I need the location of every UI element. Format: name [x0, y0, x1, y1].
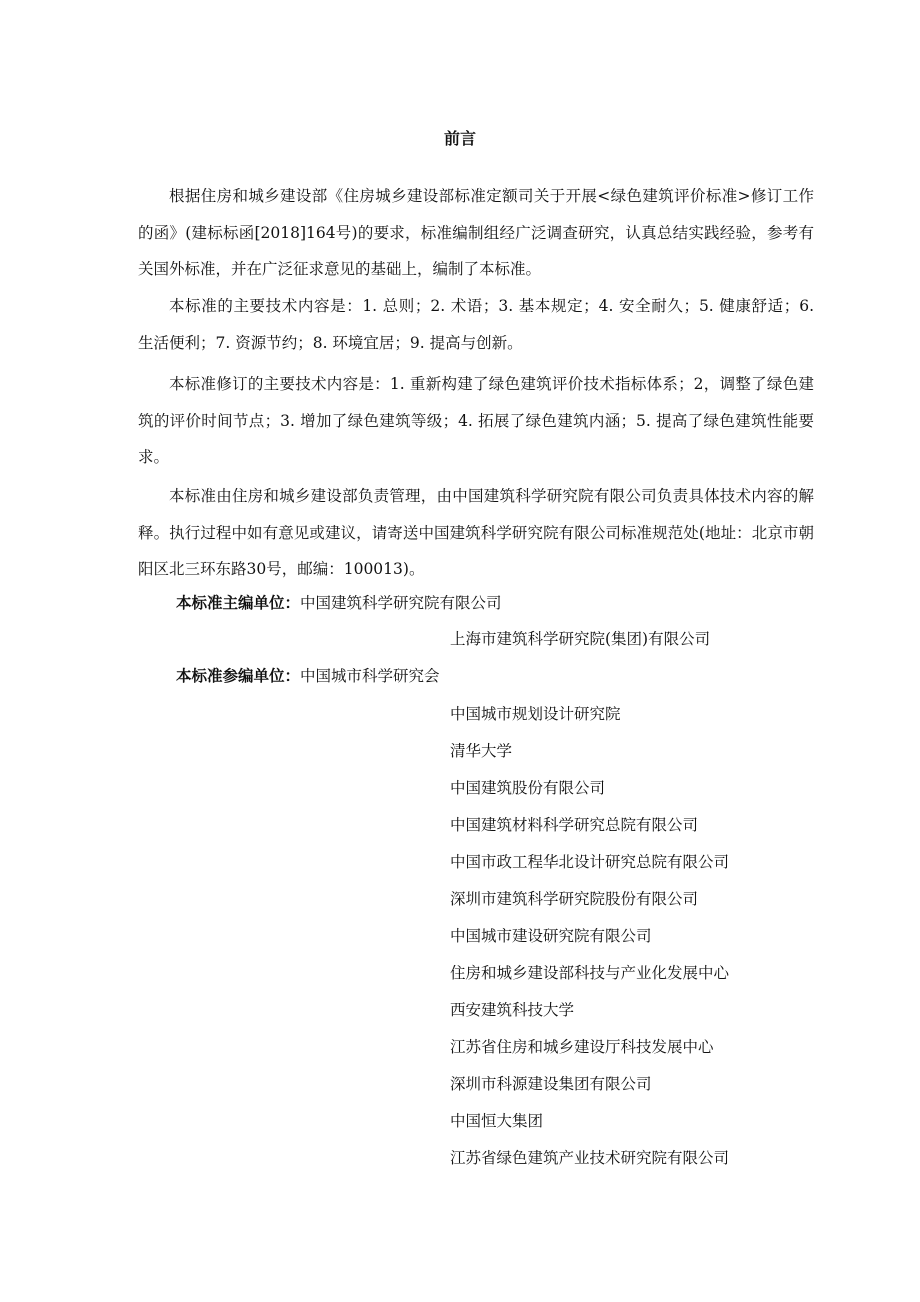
- participants-label: 本标准参编单位：: [176, 667, 301, 685]
- participants-row: [176, 658, 440, 694]
- chief-editor-row: [176, 585, 502, 621]
- paragraph-management: 本标准由住房和城乡建设部负责管理，由中国建筑科学研究院有限公司负责具体技术内容的解释。执行过程中如有意见或建议，请寄送中国建筑科学研究院有限公司标准规范处(地址：北京市朝阳区北三环东路30号，邮编：100013)。: [138, 487, 814, 578]
- participant-org: 深圳市科源建设集团有限公司: [450, 1075, 652, 1093]
- participant-org: 中国城市规划设计研究院: [450, 705, 621, 723]
- participant-org: 深圳市建筑科学研究院股份有限公司: [450, 890, 699, 908]
- participant-org: 西安建筑科技大学: [450, 1001, 575, 1019]
- paragraph-main-contents: 本标准的主要技术内容是：1. 总则；2. 术语；3. 基本规定；4. 安全耐久；5. 健康舒适；6. 生活便利；7. 资源节约；8. 环境宜居；9. 提高与创新。: [138, 297, 814, 352]
- participant-org: 清华大学: [450, 742, 513, 760]
- participant-org: 中国恒大集团: [450, 1112, 544, 1130]
- participant-org: 中国城市科学研究会: [300, 667, 440, 685]
- paragraph-background: 根据住房和城乡建设部《住房城乡建设部标准定额司关于开展<绿色建筑评价标准>修订工作的函》(建标标函[2018]164号)的要求，标准编制组经广泛调查研究，认真总结实践经验，参考有关国外标准，并在广泛征求意见的基础上，编制了本标准。: [138, 187, 814, 278]
- participant-org: 中国城市建设研究院有限公司: [450, 927, 652, 945]
- chief-editor-org: 中国建筑科学研究院有限公司: [300, 594, 502, 612]
- participant-org: 江苏省绿色建筑产业技术研究院有限公司: [450, 1149, 730, 1167]
- participant-org: 中国建筑材料科学研究总院有限公司: [450, 816, 699, 834]
- participant-org: 江苏省住房和城乡建设厅科技发展中心: [450, 1038, 714, 1056]
- participant-org: 中国建筑股份有限公司: [450, 779, 606, 797]
- page-title: 前言: [443, 129, 476, 148]
- chief-editor-org: 上海市建筑科学研究院(集团)有限公司: [450, 630, 711, 648]
- chief-editor-label: 本标准主编单位：: [176, 594, 301, 612]
- participant-org: 中国市政工程华北设计研究总院有限公司: [450, 853, 730, 871]
- participant-org: 住房和城乡建设部科技与产业化发展中心: [450, 964, 730, 982]
- paragraph-revision-contents: 本标准修订的主要技术内容是：1. 重新构建了绿色建筑评价技术指标体系；2，调整了绿色建筑的评价时间节点；3. 增加了绿色建筑等级；4. 拓展了绿色建筑内涵；5. 提高了绿色建筑性能要求。: [138, 375, 814, 466]
